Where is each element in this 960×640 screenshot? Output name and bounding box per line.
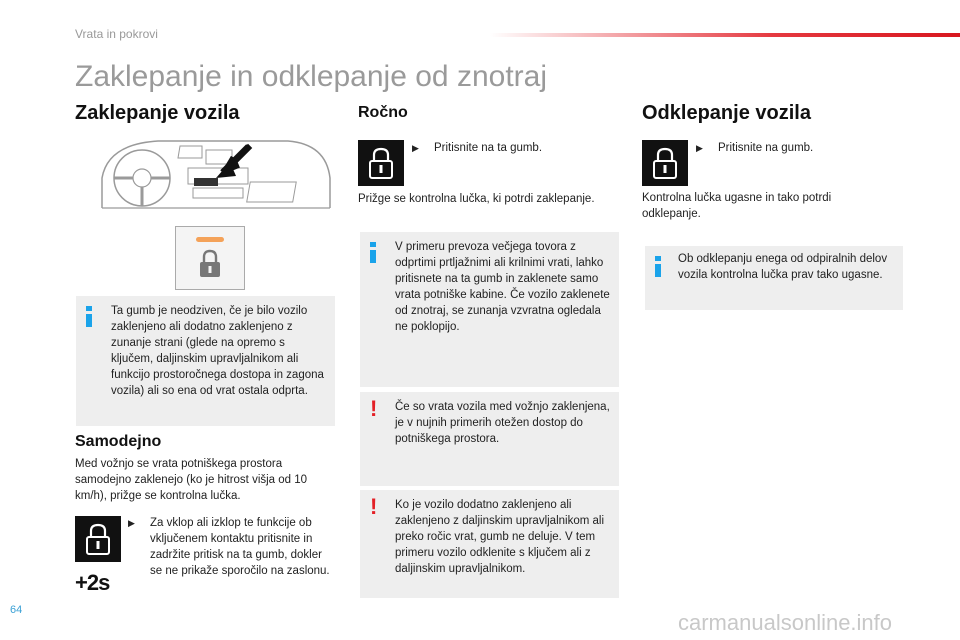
- warning-text: Če so vrata vozila med vožnjo zaklenjena, je v nujnih primerih otežen dostop do potniškega prostora.: [395, 401, 610, 445]
- info-box-left: [76, 296, 335, 426]
- header-accent-line: [490, 33, 960, 37]
- watermark: carmanualsonline.info: [678, 610, 893, 635]
- info-text: Ob odklepanju enega od odpiralnih delov vozila kontrolna lučka prav tako ugasne.: [678, 253, 888, 281]
- info-icon: [370, 242, 376, 263]
- unlock-text: Kontrolna lučka ugasne in tako potrdi odklepanje.: [642, 192, 832, 220]
- arrow-bullet-icon: ▶: [412, 143, 419, 153]
- info-text: V primeru prevoza večjega tovora z odprtimi prtljažnimi ali krilnimi vrati, lahko pritisnete na ta gumb in zaklenete samo vrata potniške kabine. Če vozilo zaklenete od znotraj, se zunanja vzvratna ogledala ne poklopijo.: [395, 241, 610, 333]
- heading-unlocking: Odklepanje vozila: [642, 102, 811, 124]
- arrow-bullet-icon: ▶: [696, 143, 703, 153]
- heading-manual: Ročno: [358, 104, 408, 121]
- info-text: Ta gumb je neodziven, če je bilo vozilo zaklenjeno ali dodatno zaklenjeno z zunanje strani (glede na opremo s ključem, daljinskim upravljalnikom ali funkcijo prostoročnega dostopa in zagona vozila) ali so ena od vrat ostala odprta.: [111, 305, 324, 397]
- warning-box-1: [360, 392, 619, 486]
- info-box-right: [645, 246, 903, 310]
- section-title: Vrata in pokrovi: [75, 27, 158, 41]
- info-box-middle: [360, 232, 619, 387]
- auto-bullet-text: Za vklop ali izklop te funkcije ob vključenem kontaktu pritisnite in zadržite pritisk na ta gumb, dokler se ne prikaže sporočilo na zaslonu.: [150, 517, 330, 577]
- lock-button-icon: [358, 140, 404, 186]
- unlock-bullet: [696, 140, 896, 160]
- info-icon: [86, 306, 92, 327]
- automatic-text: Med vožnjo se vrata potniškega prostora samodejno zaklenejo (ko je hitrost višja od 10 km/h), prižge se kontrolna lučka.: [75, 458, 308, 502]
- manual-bullet: [412, 140, 612, 160]
- warning-icon: !: [370, 396, 378, 421]
- lock-button-icon: [75, 516, 121, 562]
- heading-automatic: Samodejno: [75, 433, 162, 450]
- lock-icon: [197, 249, 223, 284]
- heading-locking: Zaklepanje vozila: [75, 102, 240, 124]
- arrow-bullet-icon: ▶: [128, 518, 135, 528]
- indicator-light-icon: [196, 237, 224, 242]
- dashboard-illustration: [98, 138, 334, 220]
- warning-icon: !: [370, 494, 378, 519]
- unlock-bullet-text: Pritisnite na gumb.: [718, 142, 814, 154]
- page-title: Zaklepanje in odklepanje od znotraj: [75, 60, 547, 93]
- lock-button-detail: [175, 226, 245, 290]
- warning-box-2: [360, 490, 619, 598]
- manual-text: Prižge se kontrolna lučka, ki potrdi zaklepanje.: [358, 193, 595, 205]
- info-icon: [655, 256, 661, 277]
- hold-duration-label: [75, 570, 109, 596]
- warning-text: Ko je vozilo dodatno zaklenjeno ali zaklenjeno z daljinskim upravljalnikom ali preko ročic vrat, gumb ne deluje. V tem primeru vozilo odklenite s ključem ali z daljinskim upravljalnikom.: [395, 499, 605, 575]
- hold-duration-text: +2s: [75, 570, 110, 595]
- lock-button-icon: [642, 140, 688, 186]
- manual-bullet-text: Pritisnite na ta gumb.: [434, 142, 543, 154]
- auto-bullet: [128, 515, 338, 595]
- page-number: 64: [10, 604, 23, 616]
